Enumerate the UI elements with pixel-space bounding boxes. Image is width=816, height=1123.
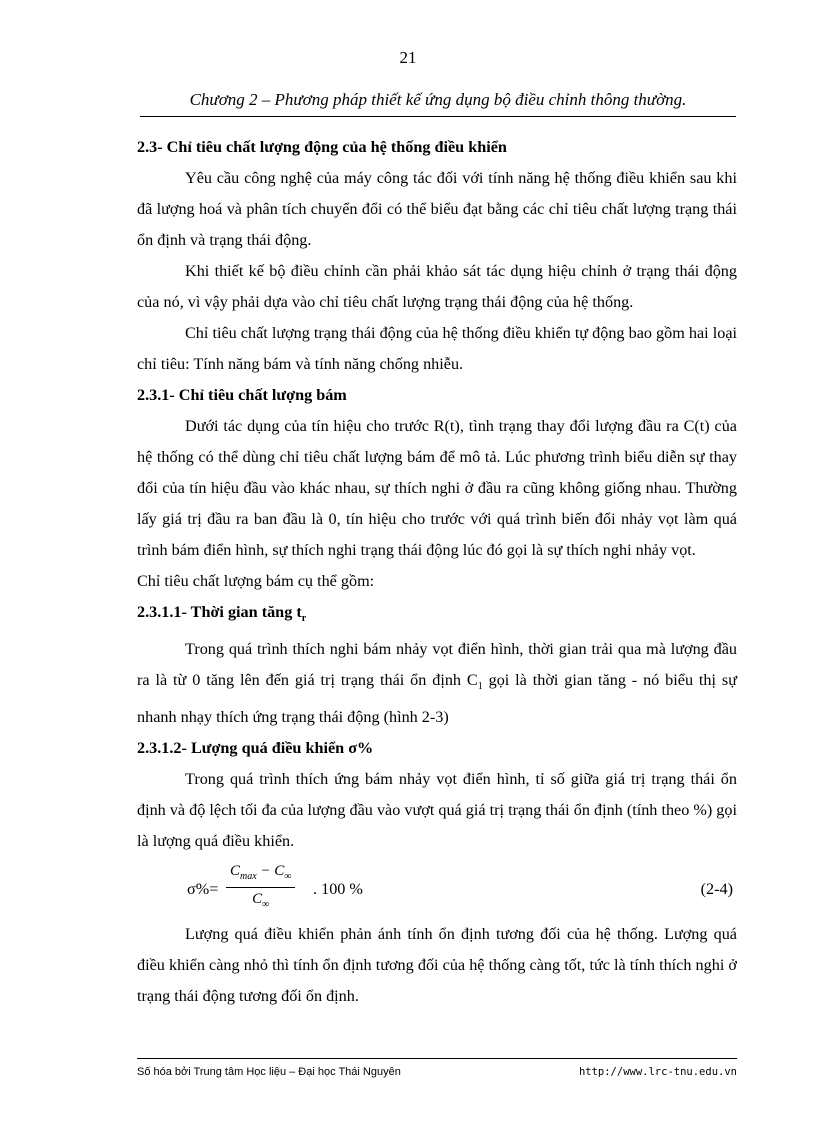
paragraph: Trong quá trình thích ứng bám nhảy vọt điển hình, tỉ số giữa giá trị trạng thái ổn định và độ lệch tối đa của lượng đầu vào vượt quá giá trị trạng thái ổn định (tính theo %) gọi là lượng quá điều khiển. <box>137 770 737 851</box>
formula-denominator <box>226 888 295 913</box>
formula-rhs: . 100 % <box>313 880 363 899</box>
section-heading-2-3: 2.3- Chỉ tiêu chất lượng động của hệ thống điều khiển <box>137 138 507 156</box>
formula-lhs: σ%= <box>187 880 219 899</box>
paragraph-text: Trong quá trình thích nghi bám nhảy vọt điển hình, thời gian trải qua mà lượng đầu ra là từ 0 tăng lên đến giá trị trạng thái ổn định C <box>137 640 737 690</box>
paragraph: Chỉ tiêu chất lượng bám cụ thể gồm: <box>137 572 375 590</box>
formula-numerator <box>226 863 295 888</box>
paragraph <box>137 634 737 733</box>
paragraph: Yêu cầu công nghệ của máy công tác đối với tính năng hệ thống điều khiển sau khi đã lượng hoá và phân tích chuyển đổi có thể biểu đạt bằng các chỉ tiêu chất lượng trạng thái ổn định và trạng thái động. <box>137 169 737 249</box>
footer-url-link[interactable]: http://www.lrc-tnu.edu.vn <box>578 1066 737 1078</box>
section-heading-2-3-1-2: 2.3.1.2- Lượng quá điều khiển σ% <box>137 739 374 758</box>
section-heading-2-3-1: 2.3.1- Chỉ tiêu chất lượng bám <box>137 386 347 404</box>
heading-text: 2.3.1.1- Thời gian tăng t <box>137 603 302 621</box>
document-body <box>137 132 737 1012</box>
equation-number: (2-4) <box>700 880 733 899</box>
formula-fraction <box>226 863 295 913</box>
chapter-header: Chương 2 – Phương pháp thiết kế ứng dụng bộ điều chỉnh thông thường. <box>140 90 736 117</box>
den-sub-inf: ∞ <box>262 899 270 911</box>
num-sub-inf: ∞ <box>284 871 292 883</box>
section-heading-2-3-1-1 <box>137 597 737 634</box>
paragraph: Lượng quá điều khiển phản ánh tính ổn định tương đối của hệ thống. Lượng quá điều khiển càng nhỏ thì tính ổn định tương đối của hệ thống càng tốt, tức là tính thích nghi ở trạng thái động tương đối ổn định. <box>137 925 737 1006</box>
paragraph: Khi thiết kế bộ điều chỉnh cần phải khảo sát tác dụng hiệu chỉnh ở trạng thái động của nó, vì vậy phải dựa vào chỉ tiêu chất lượng trạng thái động của hệ thống. <box>137 262 737 311</box>
footer-credit: Số hóa bởi Trung tâm Học liệu – Đại học Thái Nguyên <box>137 1066 401 1078</box>
heading-subscript: r <box>301 613 307 625</box>
formula-2-4 <box>137 861 737 913</box>
num-c: C <box>230 863 241 880</box>
paragraph: Chỉ tiêu chất lượng trạng thái động của hệ thống điều khiển tự động bao gồm hai loại chỉ tiêu: Tính năng bám và tính năng chống nhiễu. <box>137 324 737 373</box>
num-minus-c: − C <box>256 863 285 880</box>
num-sub-max: max <box>240 871 257 883</box>
den-c: C <box>252 891 263 908</box>
paragraph: Dưới tác dụng của tín hiệu cho trước R(t), tình trạng thay đổi lượng đầu ra C(t) của hệ thống có thể dùng chỉ tiêu chất lượng bám để mô tả. Lúc phương trình biểu diễn sự thay đổi của tín hiệu đầu vào khác nhau, sự thích nghi ở đầu ra cũng không giống nhau. Thường lấy giá trị đầu ra ban đầu là 0, tín hiệu cho trước với quá trình biến đổi nhảy vọt làm quá trình bám điển hình, sự thích nghi trạng thái động lúc đó gọi là sự thích nghi nhảy vọt. <box>137 417 737 559</box>
paragraph-text: gọi là thời gian tăng - nó biểu thị sự nhanh nhạy thích ứng trạng thái động (hình 2-3) <box>137 671 737 727</box>
subscript: 1 <box>477 681 483 693</box>
page-number: 21 <box>399 48 417 67</box>
footer-divider <box>137 1058 737 1059</box>
